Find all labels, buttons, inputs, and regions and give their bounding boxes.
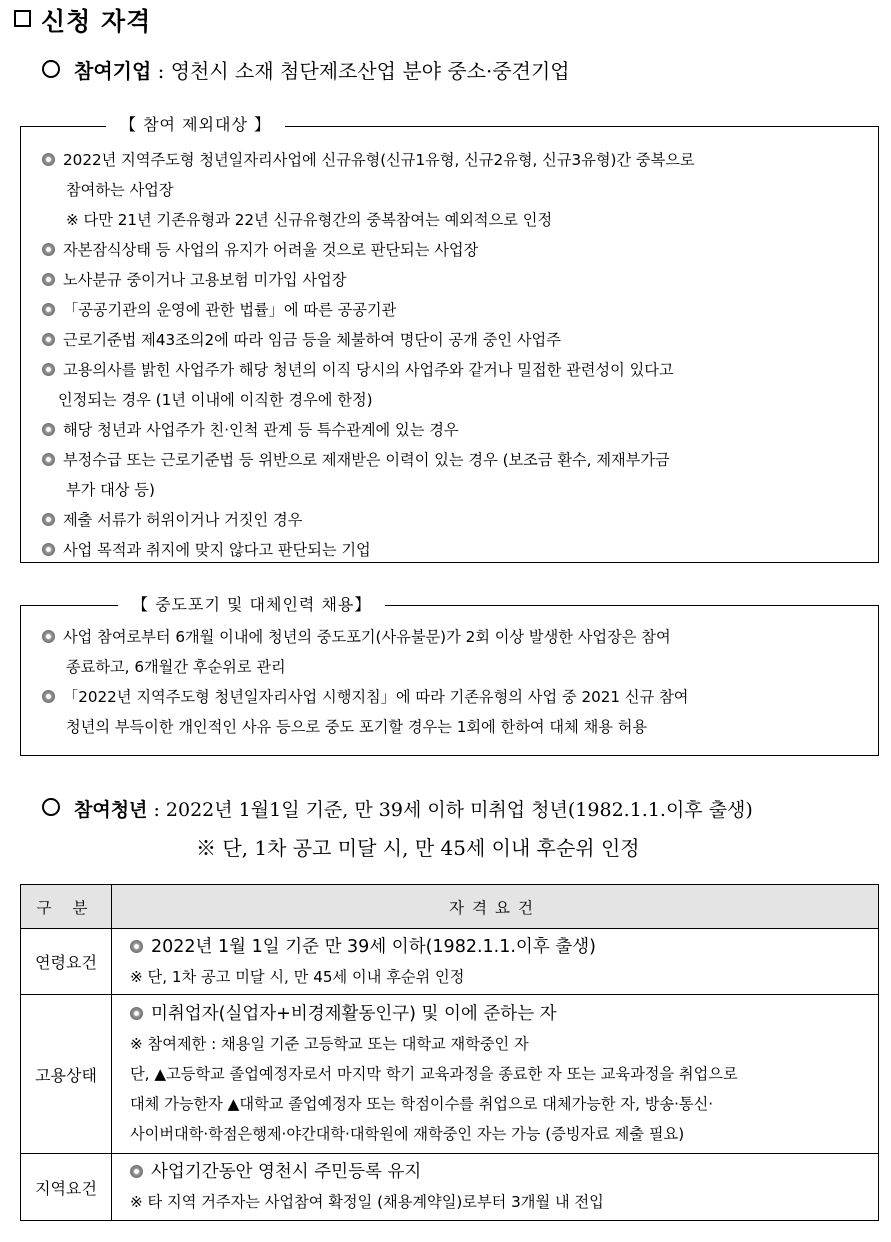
bullet-icon bbox=[42, 543, 55, 556]
exclusion-legend: 【 참여 제외대상 】 bbox=[106, 112, 285, 135]
list-item: 「2022년 지역주도형 청년일자리사업 시행지침」에 따라 기존유형의 사업 중 2021 신규 참여 청년의 부득이한 개인적인 사유 등으로 중도 포기할 경우는 1회에 한하여 대체 채용 허용 bbox=[42, 682, 688, 742]
dropout-legend: 【 중도포기 및 대체인력 채용】 bbox=[118, 592, 385, 615]
bullet-icon bbox=[42, 243, 55, 256]
bullet-icon bbox=[42, 153, 55, 166]
list-item: 자본잠식상태 등 사업의 유지가 어려울 것으로 판단되는 사업장 bbox=[42, 235, 695, 265]
header-category: 구 분 bbox=[21, 885, 112, 929]
bullet-icon bbox=[42, 513, 55, 526]
bullet-icon bbox=[130, 940, 143, 953]
row-label: 지역요건 bbox=[21, 1154, 112, 1221]
youth-label: 참여청년 bbox=[74, 799, 148, 821]
row-content: 미취업자(실업자+비경제활동인구) 및 이에 준하는 자 ※ 참여제한 : 채용일 기준 고등학교 또는 대학교 재학중인 자 단, ▲고등학교 졸업예정자로서 마지막 학기 교육과정을 종료한 자 또는 교육과정을 취업으로 대체 가능한자 ▲대학교 졸업예정자 또는 학점이수를 취업으로 대체가능한 자, 방송·통신· 사이버대학·학점은행제·야간대학·대학원에 재학중인 자는 가능 (증빙자료 제출 필요) bbox=[112, 995, 879, 1154]
requirements-table bbox=[20, 884, 879, 1221]
list-item: 근로기준법 제43조의2에 따라 임금 등을 체불하여 명단이 공개 중인 사업주 bbox=[42, 325, 695, 355]
youth-text: : 2022년 1월1일 기준, 만 39세 이하 미취업 청년(1982.1.1.이후 출생) bbox=[153, 799, 753, 821]
dropout-list bbox=[42, 622, 688, 742]
youth-note: ※ 단, 1차 공고 미달 시, 만 45세 이내 후순위 인정 bbox=[196, 836, 640, 860]
company-line bbox=[42, 55, 570, 84]
list-item: 제출 서류가 허위이거나 거짓인 경우 bbox=[42, 505, 695, 535]
list-item: 2022년 지역주도형 청년일자리사업에 신규유형(신규1유형, 신규2유형, 신규3유형)간 중복으로 참여하는 사업장 ※ 다만 21년 기존유형과 22년 신규유형간의 중복참여는 예외적으로 인정 bbox=[42, 145, 695, 235]
row-content: 사업기간동안 영천시 주민등록 유지 ※ 타 지역 거주자는 사업참여 확정일 (채용계약일)로부터 3개월 내 전입 bbox=[112, 1154, 879, 1221]
row-label: 연령요건 bbox=[21, 929, 112, 995]
youth-line bbox=[42, 795, 753, 822]
bullet-icon bbox=[130, 1165, 143, 1178]
table-row bbox=[21, 995, 879, 1154]
list-item: 「공공기관의 운영에 관한 법률」에 따른 공공기관 bbox=[42, 295, 695, 325]
list-item: 부정수급 또는 근로기준법 등 위반으로 제재받은 이력이 있는 경우 (보조금 환수, 제재부가금 부가 대상 등) bbox=[42, 445, 695, 505]
bullet-icon bbox=[130, 1007, 143, 1020]
list-item: 노사분규 중이거나 고용보험 미가입 사업장 bbox=[42, 265, 695, 295]
list-item: 고용의사를 밝힌 사업주가 해당 청년의 이직 당시의 사업주와 같거나 밀접한 관련성이 있다고 인정되는 경우 (1년 이내에 이직한 경우에 한정) bbox=[42, 355, 695, 415]
table-header-row bbox=[21, 885, 879, 929]
list-item: 사업 참여로부터 6개월 이내에 청년의 중도포기(사유불문)가 2회 이상 발생한 사업장은 참여 종료하고, 6개월간 후순위로 관리 bbox=[42, 622, 688, 682]
table-row bbox=[21, 1154, 879, 1221]
row-content: 2022년 1월 1일 기준 만 39세 이하(1982.1.1.이후 출생) ※ 단, 1차 공고 미달 시, 만 45세 이내 후순위 인정 bbox=[112, 929, 879, 995]
company-text: : 영천시 소재 첨단제조산업 분야 중소·중견기업 bbox=[157, 59, 570, 83]
company-label: 참여기업 bbox=[74, 59, 152, 83]
row-label: 고용상태 bbox=[21, 995, 112, 1154]
circle-bullet-icon bbox=[42, 798, 60, 816]
list-item: 해당 청년과 사업주가 친·인척 관계 등 특수관계에 있는 경우 bbox=[42, 415, 695, 445]
bullet-icon bbox=[42, 273, 55, 286]
bullet-icon bbox=[42, 453, 55, 466]
bullet-icon bbox=[42, 690, 55, 703]
list-item: 사업 목적과 취지에 맞지 않다고 판단되는 기업 bbox=[42, 535, 695, 565]
table-row bbox=[21, 929, 879, 995]
section-title: 신청 자격 bbox=[14, 2, 151, 38]
exception-note: ※ 다만 21년 기존유형과 22년 신규유형간의 중복참여는 예외적으로 인정 bbox=[66, 211, 553, 229]
bullet-icon bbox=[42, 363, 55, 376]
square-bullet-icon bbox=[14, 10, 31, 27]
bullet-icon bbox=[42, 333, 55, 346]
exclusion-list bbox=[42, 145, 695, 565]
bullet-icon bbox=[42, 423, 55, 436]
bullet-icon bbox=[42, 303, 55, 316]
circle-bullet-icon bbox=[42, 60, 60, 78]
header-requirements: 자격요건 bbox=[112, 885, 879, 929]
bullet-icon bbox=[42, 630, 55, 643]
